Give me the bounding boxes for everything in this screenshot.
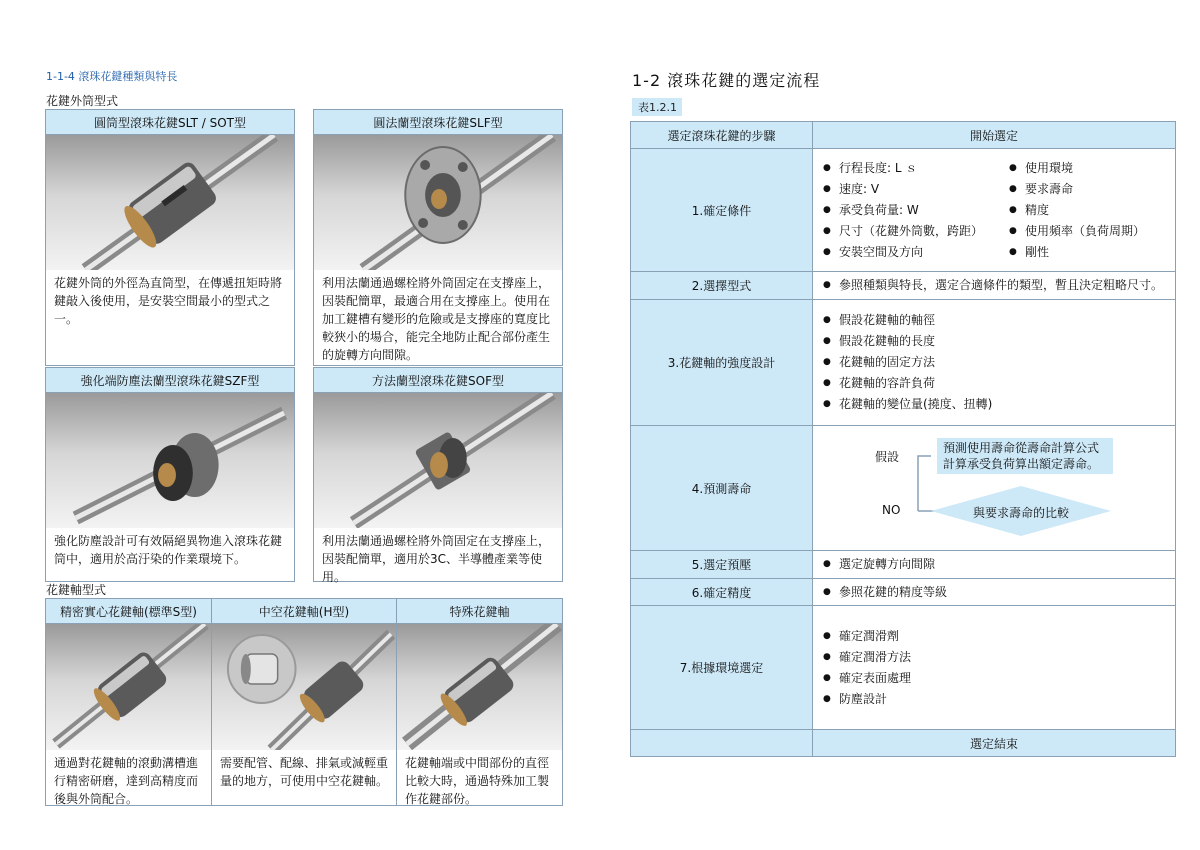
step-row-5: [631, 551, 1176, 579]
list-item: ● 使用頻率（負荷周期）: [1009, 221, 1145, 242]
list-item: ● 確定潤滑方法: [823, 647, 1165, 668]
step-label: 6.確定精度: [631, 579, 813, 606]
list-item: ● 承受負荷量: W: [823, 200, 1009, 221]
shaft-type-label: 花鍵軸型式: [46, 583, 107, 597]
step-label: 5.選定預壓: [631, 551, 813, 579]
list-item: ● 精度: [1009, 200, 1145, 221]
shaft-photo: [397, 624, 562, 750]
list-item: ● 安裝空間及方向: [823, 242, 1009, 263]
card-title: 圓筒型滾珠花鍵SLT / SOT型: [46, 110, 294, 135]
table-tag: 表1.2.1: [632, 98, 682, 116]
card-text: 花鍵外筒的外徑為直筒型，在傳遞扭矩時將鍵敲入後使用，是安裝空間最小的型式之一。: [54, 276, 283, 326]
spline-photo: [314, 393, 562, 528]
list-item: ● 要求壽命: [1009, 179, 1145, 200]
shaft-text: 花鍵軸端或中間部份的直徑比較大時，通過特殊加工製作花鍵部份。: [405, 756, 550, 806]
card-text: 利用法蘭通過螺栓將外筒固定在支撐座上，因裝配簡單，適用於3C、半導體產業等使用。: [322, 534, 551, 584]
shaft-title: 中空花鍵軸(H型): [212, 599, 396, 624]
step-row-3: [631, 300, 1176, 426]
step-body: [813, 606, 1176, 730]
no-label: NO: [882, 503, 901, 517]
step-row-4: [631, 426, 1176, 551]
end-label: 選定結束: [813, 730, 1176, 757]
list-item: ● 防塵設計: [823, 689, 1165, 710]
compare-label: 與要求壽命的比較: [972, 506, 1069, 520]
list-item: ● 確定表面處理: [823, 668, 1165, 689]
list-item: ● 行程長度: L ｓ: [823, 158, 1009, 179]
selection-flow-table: [630, 121, 1176, 757]
life-diagram: [813, 426, 1176, 551]
page-title: 1-2 滾珠花鍵的選定流程: [632, 71, 821, 90]
shaft-special: [397, 599, 562, 805]
shaft-solid: [46, 599, 212, 805]
life-calc-line2: 計算承受負荷算出額定壽命。: [943, 457, 1100, 471]
header-start: 開始選定: [813, 122, 1176, 149]
list-item: ● 使用環境: [1009, 158, 1145, 179]
list-item: ● 花鍵軸的固定方法: [823, 352, 1165, 373]
list-item: ● 參照種類與特長，選定合適條件的類型，暫且決定粗略尺寸。: [823, 275, 1165, 296]
step-label: 1.確定條件: [631, 149, 813, 272]
step-body: [813, 300, 1176, 426]
card-slt-sot: [45, 109, 295, 366]
step-row-6: [631, 579, 1176, 606]
step-row-2: [631, 272, 1176, 300]
step-row-7: [631, 606, 1176, 730]
spline-photo: [314, 135, 562, 270]
list-item: ● 參照花鍵的精度等級: [823, 582, 1165, 603]
list-item: ● 速度: V: [823, 179, 1009, 200]
end-blank: [631, 730, 813, 757]
card-title: 強化端防塵法蘭型滾珠花鍵SZF型: [46, 368, 294, 393]
shaft-type-grid: [45, 598, 563, 806]
card-slf: [313, 109, 563, 366]
list-item: ● 確定潤滑劑: [823, 626, 1165, 647]
table-header-row: [631, 122, 1176, 149]
card-text: 強化防塵設計可有效隔絕異物進入滾珠花鍵筒中，適用於高汙染的作業環境下。: [54, 534, 283, 566]
life-calc-line1: 預測使用壽命從壽命計算公式: [943, 441, 1100, 455]
step-body: [813, 579, 1176, 606]
list-item: ● 假設花鍵軸的長度: [823, 331, 1165, 352]
step-body: [813, 149, 1176, 272]
shaft-text: 通過對花鍵軸的滾動溝槽進行精密研磨，達到高精度而後與外筒配合。: [54, 756, 199, 806]
section-title: 1-1-4 滾珠花鍵種類與特長: [46, 70, 178, 83]
list-item: ● 假設花鍵軸的軸徑: [823, 310, 1165, 331]
step-body: [813, 272, 1176, 300]
outer-type-label: 花鍵外筒型式: [46, 94, 119, 108]
card-title: 圓法蘭型滾珠花鍵SLF型: [314, 110, 562, 135]
step-label: 3.花鍵軸的強度設計: [631, 300, 813, 426]
shaft-title: 精密實心花鍵軸(標準S型): [46, 599, 211, 624]
card-sof: [313, 367, 563, 582]
card-szf: [45, 367, 295, 582]
card-text: 利用法蘭通過螺栓將外筒固定在支撐座上，因裝配簡單，最適合用在支撐座上。使用在加工鍵槽有變形的危險或是支撐座的寬度比較狹小的場合，能完全地防止配合部份產生的旋轉方向間隙。: [322, 276, 551, 362]
assume-label: 假設: [875, 450, 900, 464]
list-item: ● 尺寸（花鍵外筒數，跨距）: [823, 221, 1009, 242]
shaft-photo: [46, 624, 211, 750]
list-item: ● 剛性: [1009, 242, 1145, 263]
header-step: 選定滾珠花鍵的步驟: [631, 122, 813, 149]
list-item: ● 花鍵軸的容許負荷: [823, 373, 1165, 394]
step-label: 7.根據環境選定: [631, 606, 813, 730]
step-body: [813, 551, 1176, 579]
spline-photo: [46, 393, 294, 528]
shaft-photo: [212, 624, 396, 750]
shaft-text: 需要配管、配線、排氣或減輕重量的地方，可使用中空花鍵軸。: [220, 756, 389, 788]
spline-photo: [46, 135, 294, 270]
shaft-title: 特殊花鍵軸: [397, 599, 562, 624]
step-label: 2.選擇型式: [631, 272, 813, 300]
card-title: 方法蘭型滾珠花鍵SOF型: [314, 368, 562, 393]
step-label: 4.預測壽命: [631, 426, 813, 551]
shaft-hollow: [212, 599, 397, 805]
table-end-row: [631, 730, 1176, 757]
step-row-1: [631, 149, 1176, 272]
list-item: ● 選定旋轉方向間隙: [823, 554, 1165, 575]
list-item: ● 花鍵軸的變位量(撓度、扭轉): [823, 394, 1165, 415]
